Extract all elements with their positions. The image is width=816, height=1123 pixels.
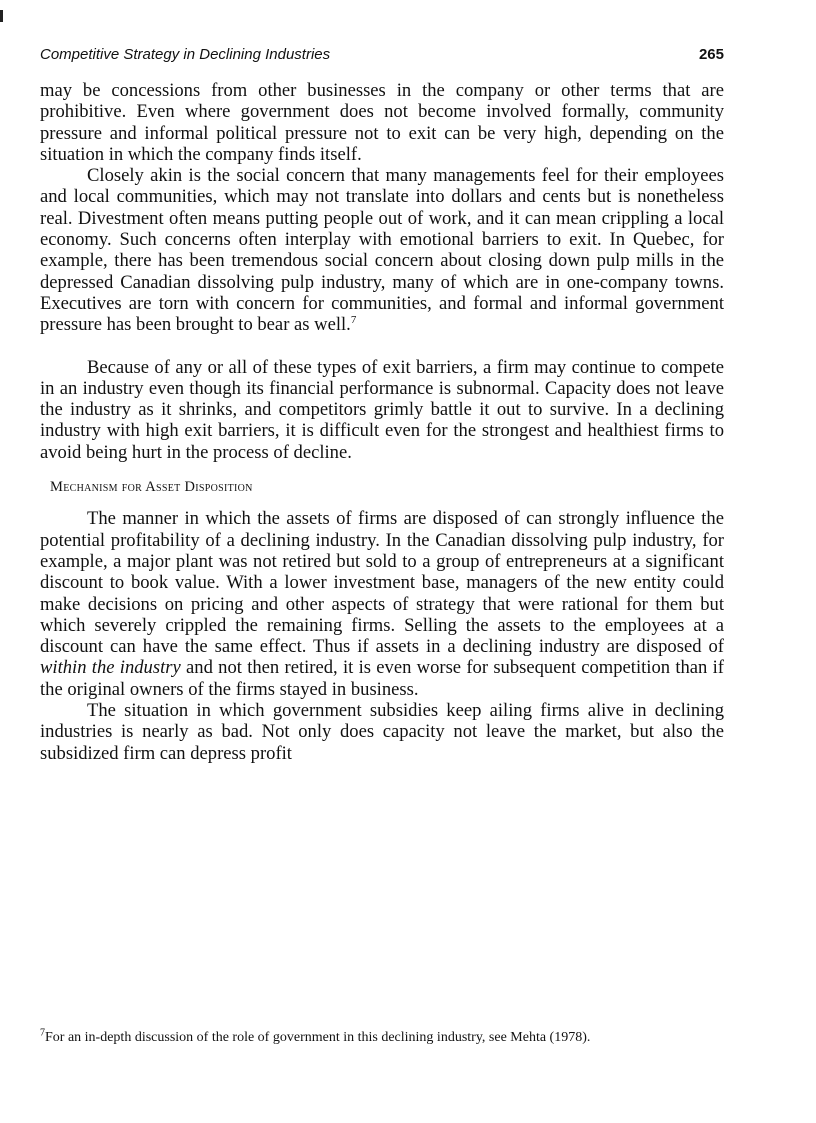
footnote-text: For an in-depth discussion of the role of government in this declining industry, see Mehta (1978).: [45, 1030, 591, 1045]
paragraph-1: may be concessions from other businesses in the company or other terms that are prohibitive. Even where government does not become involved formally, community pressure and informal political pressure not to exit can be very high, depending on the situation in which the company finds itself.: [40, 80, 724, 165]
running-title: Competitive Strategy in Declining Industries: [40, 46, 331, 63]
page-number: 265: [698, 46, 724, 63]
scan-mark: [0, 10, 3, 22]
paragraph-2: [40, 165, 724, 335]
paragraph-3: Because of any or all of these types of exit barriers, a firm may continue to compete in an industry even though its financial performance is subnormal. Capacity does not leave the industry as it shrinks, and competitors grimly battle it out to survive. In a declining industry with high exit barriers, it is difficult even for the strongest and healthiest firms to avoid being hurt in the process of decline.: [40, 356, 724, 463]
paragraph-4: [40, 508, 724, 700]
footnote: [40, 1027, 724, 1046]
running-head: [40, 46, 724, 66]
paragraph-4-text: The manner in which the assets of firms are disposed of can strongly influence the potential profitability of a declining industry. In the Canadian dissolving pulp industry, for example, a major plant was not retired but sold to a group of entrepreneurs at a significant discount to book value. With a lower investment base, managers of the new entity could make decisions on pricing and other aspects of strategy that were rational for them but which severely crippled the remaining firms. Selling the assets to the employees at a discount can have the same effect. Thus if assets in a declining industry are disposed of: [40, 508, 724, 658]
body-text: [40, 80, 724, 764]
paragraph-2-text: Closely akin is the social concern that many managements feel for their employees and local communities, which may not translate into dollars and cents but is nonetheless real. Divestment often means putting people out of work, and it can mean crippling a local economy. Such concerns often interplay with emotional barriers to exit. In Quebec, for example, there has been tremendous social concern about closing down pulp mills in the depressed Canadian dissolving pulp industry, many of which are in one-company towns. Executives are torn with concern for communities, and formal and informal government pressure has been brought to bear as well.: [40, 165, 724, 336]
footnote-reference: 7: [350, 314, 357, 327]
footnote-mark: 7: [40, 1027, 45, 1039]
paragraph-5: The situation in which government subsidies keep ailing firms alive in declining industries is nearly as bad. Not only does capacity not leave the market, but also the subsidized firm can depress profit: [40, 700, 724, 764]
emphasis-text: within the industry: [40, 657, 181, 679]
paragraph-4-continuation: and not then retired, it is even worse for subsequent competition than if the original owners of the firms stayed in business.: [40, 657, 724, 700]
section-heading: Mechanism for Asset Disposition: [50, 479, 253, 496]
